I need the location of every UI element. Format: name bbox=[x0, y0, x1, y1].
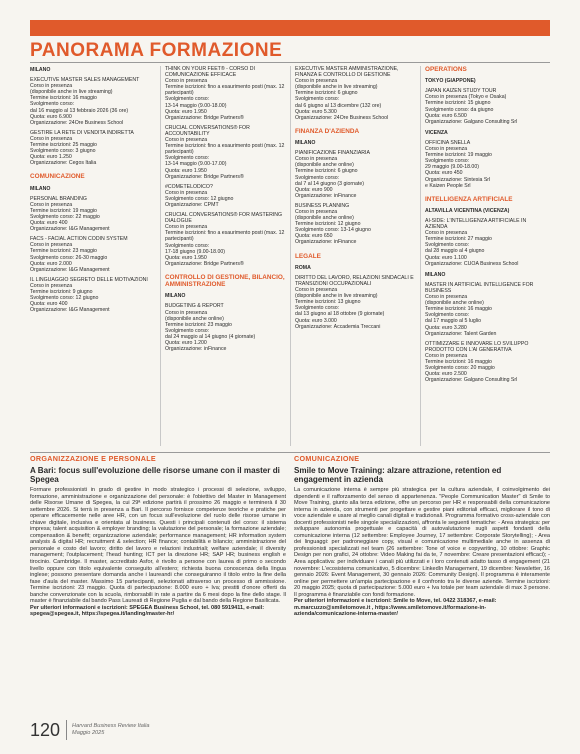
course-detail: 13-14 maggio (9.00-17.00) bbox=[165, 161, 227, 168]
course-detail: Termine iscrizioni: 16 maggio bbox=[425, 358, 492, 365]
course-detail: Quota: euro 1.100 bbox=[425, 254, 467, 261]
course-detail: Svolgimento corso: 13-14 giugno bbox=[295, 227, 371, 234]
article-body: Formare professionisti in grado di gestire in modo strategico i processi di selezione, sviluppo, formazione, amministrazione e organizzazione del personale: è l'obiettivo del Master in Management delle Risorse Umane di Spegea, la cui 29ª edizione partirà il prossimo 26 maggio e terminerà il 30 settembre 2026. Si terrà in presenza a Bari. Il percorso fornisce competenze teoriche e pratiche per operare efficacemente nelle aree HR, con un focus sull'evoluzione del ruolo delle risorse umane in chiave digitale, inclusiva e orientata al business. Questi i principali contenuti del corso: il sistema impresa; talent acquisition & employer branding; la valutazione del personale; la formazione aziendale; compensation & benefit; organizzazione aziendale; performance management; HR information system analysis & digital HR; recruitment & selection; HR finance; contabilità e bilancio; amministrazione del personale e costo del lavoro; diritto del lavoro e relazioni industriali; welfare aziendale; il diversity management; l'outplacement; l'head hunting; ICT per la direzione HR; SAP HR; business english e tirocinio. Cambridge. Il master, accreditato Asfor, è rivolto a persone con laurea di primo o secondo livello oppure con titolo equivalente conseguito all'estero; richiesta buona conoscenza della lingua inglese; possono presentare domanda anche i laureandi che conseguiranno il titolo entro la fine della fase d'aula del master. Massimo 15 partecipanti, selezionati attraverso un processo di ammissione. Termine iscrizioni: 23 maggio. Quota di partecipazione: 8.000 euro + Iva; prestiti d'onore offerti da banche convenzionate con la scuola, rimborsabili in rate a partire da 6 mesi dopo la fine dello stage. Il master è finanziabile dal bando Pass Laureati di Regione Puglia e dal bando della Regione Basilicata. bbox=[30, 486, 286, 605]
course-detail: Termine iscrizioni: 16 maggio bbox=[425, 306, 492, 313]
course-detail: Quota: euro 1.250 bbox=[30, 154, 72, 161]
course-entry bbox=[295, 66, 415, 121]
article-section-label: COMUNICAZIONE bbox=[294, 454, 360, 463]
course-title: IL LINGUAGGIO SEGRETO DELLE MOTIVAZIONI bbox=[30, 276, 148, 283]
course-detail: Svolgimento corso: 22 maggio bbox=[30, 213, 100, 220]
course-detail: Organizzazione: CUOA Business School bbox=[425, 260, 519, 267]
course-detail: Quota: euro 400 bbox=[30, 301, 68, 308]
article-left bbox=[30, 456, 286, 709]
issue-date: Maggio 2025 bbox=[72, 730, 105, 736]
course-detail: Corso in presenza bbox=[165, 309, 208, 316]
course-detail: Svolgimento corso: bbox=[425, 242, 470, 249]
course-title: PIANIFICAZIONE FINANZIARIA bbox=[295, 150, 370, 157]
course-entry bbox=[425, 218, 545, 267]
course-entry bbox=[30, 277, 155, 314]
page-footer bbox=[30, 718, 330, 742]
article-contact: Per ulteriori informazioni e iscrizioni: Smile to Move, tel. 0422 318367, e-mail: m.marcuzzo@smiletomove.it , https://www.smiletomove.it/formazione-in-azienda/comunicazione-interna-master/ bbox=[294, 598, 497, 618]
course-detail: Svolgimento corso: bbox=[30, 101, 75, 108]
course-detail: Quota: euro 900 bbox=[295, 186, 333, 193]
course-detail: Organizzazione: 24Ore Business School bbox=[295, 114, 389, 121]
course-detail: 29 maggio (9.00-18.00) bbox=[425, 164, 479, 171]
course-detail: Quota: euro 2.500 bbox=[425, 371, 467, 378]
course-detail: Quota: euro 3.000 bbox=[295, 317, 337, 324]
course-detail: Quota: euro 2.000 bbox=[30, 260, 72, 267]
city-heading: ALTAVILLA VICENTINA (VICENZA) bbox=[425, 207, 510, 214]
course-detail: Svolgimento corso: 12 giugno bbox=[165, 195, 234, 202]
articles bbox=[30, 456, 550, 709]
footer-divider bbox=[66, 720, 67, 740]
course-detail: Organizzazione: inFinance bbox=[295, 239, 357, 246]
article-title: A Bari: focus sull'evoluzione delle risorse umane con il master di Spegea bbox=[30, 465, 280, 484]
course-detail: Quota: euro 450 bbox=[425, 170, 463, 177]
course-title: #COMETELODICO? bbox=[165, 183, 213, 190]
course-listing bbox=[30, 66, 550, 446]
course-detail: Organizzazione: Galgano Consulting Srl bbox=[425, 377, 518, 384]
course-detail: Organizzazione: inFinance bbox=[165, 346, 227, 353]
course-detail: (disponibile anche in live streaming) bbox=[295, 293, 378, 300]
course-detail: Organizzazione: Bridge Partners® bbox=[165, 114, 244, 121]
article-section-label: ORGANIZZAZIONE E PERSONALE bbox=[30, 454, 157, 463]
course-detail: dal 7 al 14 giugno (3 giornate) bbox=[295, 180, 364, 187]
course-detail: Organizzazione: I&G Management bbox=[30, 226, 110, 233]
course-entry bbox=[425, 282, 545, 337]
course-detail: (disponibile anche online) bbox=[425, 300, 484, 307]
course-detail: Termine iscrizioni: 23 maggio bbox=[30, 248, 97, 255]
course-detail: (disponibile anche in live streaming) bbox=[30, 89, 113, 96]
course-detail: Quota: euro 6.500 bbox=[425, 112, 467, 119]
course-detail: dal 13 giugno al 18 ottobre (9 giornate) bbox=[295, 311, 385, 318]
city-heading: TOKYO (GIAPPONE) bbox=[425, 78, 476, 85]
course-detail: Organizzazione: Bridge Partners® bbox=[165, 173, 244, 180]
course-detail: Corso in presenza bbox=[30, 83, 73, 90]
course-detail: Svolgimento corso: bbox=[165, 242, 210, 249]
course-title: EXECUTIVE MASTER AMMINISTRAZIONE, FINANZA E CONTROLLO DI GESTIONE bbox=[295, 66, 399, 79]
course-detail: Termine iscrizioni: fino a esaurimento posti (max. 12 partecipanti) bbox=[165, 143, 285, 156]
course-detail: (disponibile anche online) bbox=[165, 315, 224, 322]
header-color-bar bbox=[30, 20, 550, 36]
course-detail: e Kaizen People Srl bbox=[425, 182, 471, 189]
course-title: CRUCIAL CONVERSATIONS® FOR ACCOUNTABILITY bbox=[165, 124, 250, 137]
course-entry bbox=[165, 66, 285, 121]
city-heading: MILANO bbox=[30, 67, 51, 73]
course-detail: Svolgimento corso: bbox=[165, 155, 210, 162]
course-detail: Quota: euro 1.950 bbox=[165, 108, 207, 115]
course-detail: Corso in presenza bbox=[295, 208, 338, 215]
course-detail: Organizzazione: Bridge Partners® bbox=[165, 260, 244, 267]
listing-column bbox=[420, 66, 550, 446]
course-entry bbox=[295, 203, 415, 246]
course-entry bbox=[165, 125, 285, 180]
city-heading: MILANO bbox=[165, 293, 186, 300]
course-detail: Corso in presenza bbox=[425, 294, 468, 301]
course-entry bbox=[30, 196, 155, 233]
course-detail: Svolgimento corso: bbox=[425, 312, 470, 319]
course-detail: Termine iscrizioni: 13 giugno bbox=[295, 299, 361, 306]
course-detail: Termine iscrizioni: 6 giugno bbox=[295, 90, 358, 97]
course-detail: Organizzazione: 24Ore Business School bbox=[30, 119, 124, 126]
course-detail: Quota: euro 3.280 bbox=[425, 324, 467, 331]
course-entry bbox=[30, 236, 155, 273]
course-title: GESTIRE LA RETE DI VENDITA INDIRETTA bbox=[30, 129, 134, 136]
course-detail: Termine iscrizioni: 19 maggio bbox=[425, 152, 492, 159]
course-detail: dal 28 maggio al 4 giugno bbox=[425, 248, 485, 255]
course-detail: Corso in presenza bbox=[165, 189, 208, 196]
section-rule bbox=[30, 452, 550, 453]
city-heading: MILANO bbox=[425, 271, 446, 278]
listing-column bbox=[30, 66, 160, 446]
course-detail: Svolgimento corso: 20 maggio bbox=[425, 365, 495, 372]
course-title: CRUCIAL CONVERSATIONS® FOR MASTERING DIALOGUE bbox=[165, 212, 283, 225]
course-detail: Corso in presenza bbox=[165, 224, 208, 231]
city-heading: MILANO bbox=[295, 140, 316, 147]
course-entry bbox=[425, 88, 545, 125]
city-heading: MILANO bbox=[30, 185, 51, 192]
course-detail: Termine iscrizioni: 15 giugno bbox=[425, 100, 491, 107]
course-detail: (disponibile anche online) bbox=[295, 162, 354, 169]
course-detail: Corso in presenza bbox=[295, 78, 338, 85]
course-detail: Organizzazione: I&G Management bbox=[30, 266, 110, 273]
course-detail: Svolgimento corso: bbox=[165, 96, 210, 103]
section-heading: COMUNICAZIONE bbox=[30, 173, 85, 181]
course-entry bbox=[425, 140, 545, 189]
course-detail: Svolgimento corso: 3 giugno bbox=[30, 148, 96, 155]
course-detail: Organizzazione: I&G Management bbox=[30, 307, 110, 314]
course-detail: Corso in presenza bbox=[425, 352, 468, 359]
course-detail: Termine iscrizioni: 12 giugno bbox=[295, 221, 361, 228]
course-detail: Corso in presenza bbox=[165, 78, 208, 85]
course-detail: Svolgimento corso: da giugno bbox=[425, 106, 494, 113]
course-title: AI-SIDE: L'INTELLIGENZA ARTIFICIALE IN AZIENDA bbox=[425, 218, 527, 231]
course-entry bbox=[30, 130, 155, 167]
course-detail: Svolgimento corso: bbox=[295, 174, 340, 181]
course-detail: Svolgimento corso: bbox=[295, 305, 340, 312]
course-title: BUSINESS PLANNING bbox=[295, 202, 350, 209]
article-contact: Per ulteriori informazioni e iscrizioni: SPEGEA Business School, tel. 080 5919411, e-mail: spegea@spegea.it, https://spegea.it/landing/master-hr/ bbox=[30, 604, 265, 618]
course-detail: Corso in presenza bbox=[295, 156, 338, 163]
course-detail: Corso in presenza bbox=[30, 135, 73, 142]
section-heading: OPERATIONS bbox=[425, 66, 467, 73]
article-title: Smile to Move Training: alzare attrazione, retention ed engagement in azienda bbox=[294, 465, 502, 484]
course-detail: Quota: euro 1.950 bbox=[165, 167, 207, 174]
listing-column bbox=[160, 66, 290, 446]
course-detail: Organizzazione: inFinance bbox=[295, 192, 357, 199]
course-detail: Organizzazione: Galgano Consulting Srl bbox=[425, 118, 518, 125]
course-detail: Quota: euro 400 bbox=[30, 220, 68, 227]
course-title: OTTIMIZZARE E INNOVARE LO SVILUPPO PRODOTTO CON L'AI GENERATIVA bbox=[425, 340, 529, 353]
course-detail: dal 16 maggio al 13 febbraio 2026 (36 ore) bbox=[30, 107, 129, 114]
course-detail: Quota: euro 650 bbox=[295, 233, 333, 240]
course-detail: Corso in presenza bbox=[425, 146, 468, 153]
course-detail: Corso in presenza bbox=[30, 242, 73, 249]
course-detail: Svolgimento corso: 12 giugno bbox=[30, 295, 99, 302]
course-detail: 17-18 giugno (9.00-18.00) bbox=[165, 248, 225, 255]
course-detail: Organizzazione: Cegos Italia bbox=[30, 160, 97, 167]
course-title: FACS - FACIAL ACTION CODIN SYSTEM bbox=[30, 236, 128, 243]
course-detail: Quota: euro 5.300 bbox=[295, 108, 337, 115]
course-title: EXECUTIVE MASTER SALES MANAGEMENT bbox=[30, 77, 140, 84]
course-detail: Organizzazione: Sintesia Srl bbox=[425, 176, 491, 183]
course-detail: Svolgimento corso: 26-30 maggio bbox=[30, 254, 108, 261]
course-detail: Corso in presenza bbox=[30, 282, 73, 289]
course-entry bbox=[295, 275, 415, 330]
course-detail: 13-14 maggio (9.00-18.00) bbox=[165, 102, 227, 109]
city-heading: ROMA bbox=[295, 264, 311, 271]
course-entry bbox=[295, 150, 415, 199]
listing-column bbox=[290, 66, 420, 446]
city-heading: VICENZA bbox=[425, 129, 448, 136]
course-detail: Termine iscrizioni: 16 maggio bbox=[30, 95, 97, 102]
course-entry bbox=[30, 77, 155, 126]
title-rule bbox=[30, 62, 550, 63]
course-title: THINK ON YOUR FEET® - CORSO DI COMUNICAZIONE EFFICACE bbox=[165, 66, 255, 79]
course-title: OFFICINA SNELLA bbox=[425, 139, 471, 146]
publication-name: Harvard Business Review Italia bbox=[72, 723, 150, 729]
page-title: PANORAMA FORMAZIONE bbox=[30, 40, 283, 61]
article-right bbox=[294, 456, 550, 709]
course-detail: dal 6 giugno al 13 dicembre (132 ore) bbox=[295, 102, 382, 109]
course-detail: Termine iscrizioni: 23 maggio bbox=[165, 321, 232, 328]
course-detail: Corso in presenza bbox=[165, 137, 208, 144]
course-detail: Corso in presenza bbox=[295, 287, 338, 294]
footer-meta bbox=[72, 723, 149, 737]
course-detail: Organizzazione: Talent Garden bbox=[425, 330, 497, 337]
course-detail: Termine iscrizioni: fino a esaurimento posti (max. 12 partecipanti) bbox=[165, 230, 285, 243]
course-detail: Termine iscrizioni: 25 maggio bbox=[30, 142, 97, 149]
course-title: BUDGETING & REPORT bbox=[165, 303, 224, 310]
course-entry bbox=[165, 303, 285, 352]
course-detail: (disponibile anche in live streaming) bbox=[295, 84, 378, 91]
course-entry bbox=[165, 212, 285, 267]
course-detail: Termine iscrizioni: 9 giugno bbox=[30, 289, 93, 296]
course-detail: (disponibile anche online) bbox=[295, 215, 354, 222]
course-entry bbox=[425, 341, 545, 384]
section-heading: CONTROLLO DI GESTIONE, BILANCIO, AMMINISTRAZIONE bbox=[165, 273, 285, 289]
course-title: JAPAN KAIZEN STUDY TOUR bbox=[425, 88, 497, 95]
course-detail: Termine iscrizioni: 19 maggio bbox=[30, 207, 97, 214]
course-detail: Corso in presenza bbox=[425, 230, 468, 237]
article-body: La comunicazione interna è sempre più strategica per la cultura aziendale, il coinvolgimento dei dipendenti e il rafforzamento del senso di appartenenza. "People Communication Master" di Smile to Move Training, giunto alla terza edizione, offre un percorso per HR e responsabili della comunicazione interna in azienda, con strumenti per progettare e gestire piani editoriali efficaci, migliorare il tono di voce aziendale e usare al meglio canali digitali e tradizionali. Programma formativo cross-aziendale con docenti professionisti nelle singole specializzazioni, affronta le seguenti tematiche: - Area strategica: per sviluppare autonomia progettuale e capacità di autovalutazione sugli aspetti fondanti della comunicazione interna (12 settembre: Employee Journey, 17 settembre: Corporate Storytelling); - Area dei linguaggi: per padroneggiare copy, visual e comunicazione multimediale anche in assenza di professionisti specializzati nel team (26 settembre: Tone of voice e copywriting, 10 ottobre: Graphic Design per non grafici, 24 ottobre: Video Making fai da te, 7 novembre: Creare presentazioni efficaci); - Area applicativa: per individuare i canali più utilizzati e i loro contenuti adatto tasso di engagement (21 novembre: L'ecosistema comunicativo, 5 dicembre: LinkedIn Management, 19 dicembre: Newsletter, 16 gennaio 2026: Event Management, 30 gennaio 2026: Community Design). Il programma è interamente online per permettere un'ampia partecipazione e il confronto tra le diverse aziende. Termine iscrizioni: 20 maggio 2025; quota di partecipazione: 5.000 euro + Iva totale per team aziendale di max 3 persone. Il programma è finanziabile con fondi formazione. bbox=[294, 486, 550, 598]
course-detail: Termine iscrizioni: fino a esaurimento posti (max. 12 partecipanti) bbox=[165, 84, 285, 97]
course-detail: Corso in presenza bbox=[30, 201, 73, 208]
course-detail: Quota: euro 1.200 bbox=[165, 339, 207, 346]
section-heading: INTELLIGENZA ARTIFICIALE bbox=[425, 195, 513, 203]
course-detail: Svolgimento corso: bbox=[425, 158, 470, 165]
course-detail: Termine iscrizioni: 6 giugno bbox=[295, 168, 358, 175]
course-entry bbox=[165, 184, 285, 208]
course-detail: Svolgimento corso: bbox=[165, 327, 210, 334]
section-heading: LEGALE bbox=[295, 252, 321, 260]
course-detail: dal 17 maggio al 5 luglio bbox=[425, 318, 481, 325]
course-detail: Termine iscrizioni: 27 maggio bbox=[425, 236, 492, 243]
course-detail: Svolgimento corso: bbox=[295, 96, 340, 103]
course-detail: Quota: euro 1.950 bbox=[165, 254, 207, 261]
page-number: 120 bbox=[30, 719, 61, 740]
course-detail: Quota: euro 6.900 bbox=[30, 113, 72, 120]
section-heading: FINANZA D'AZIENDA bbox=[295, 127, 360, 135]
course-detail: dal 24 maggio al 14 giugno (4 giornate) bbox=[165, 333, 256, 340]
course-detail: Organizzazione: CPMT bbox=[165, 201, 219, 208]
course-detail: Organizzazione: Accademia Treccani bbox=[295, 323, 381, 330]
course-title: PERSONAL BRANDING bbox=[30, 195, 87, 202]
course-title: MASTER IN ARTIFICIAL INTELLIGENCE FOR BUSINESS bbox=[425, 281, 534, 294]
course-title: DIRITTO DEL LAVORO, RELAZIONI SINDACALI E TRANSIZIONI OCCUPAZIONALI bbox=[295, 274, 414, 287]
course-detail: Corso in presenza (Tokyo e Osaka) bbox=[425, 94, 507, 101]
